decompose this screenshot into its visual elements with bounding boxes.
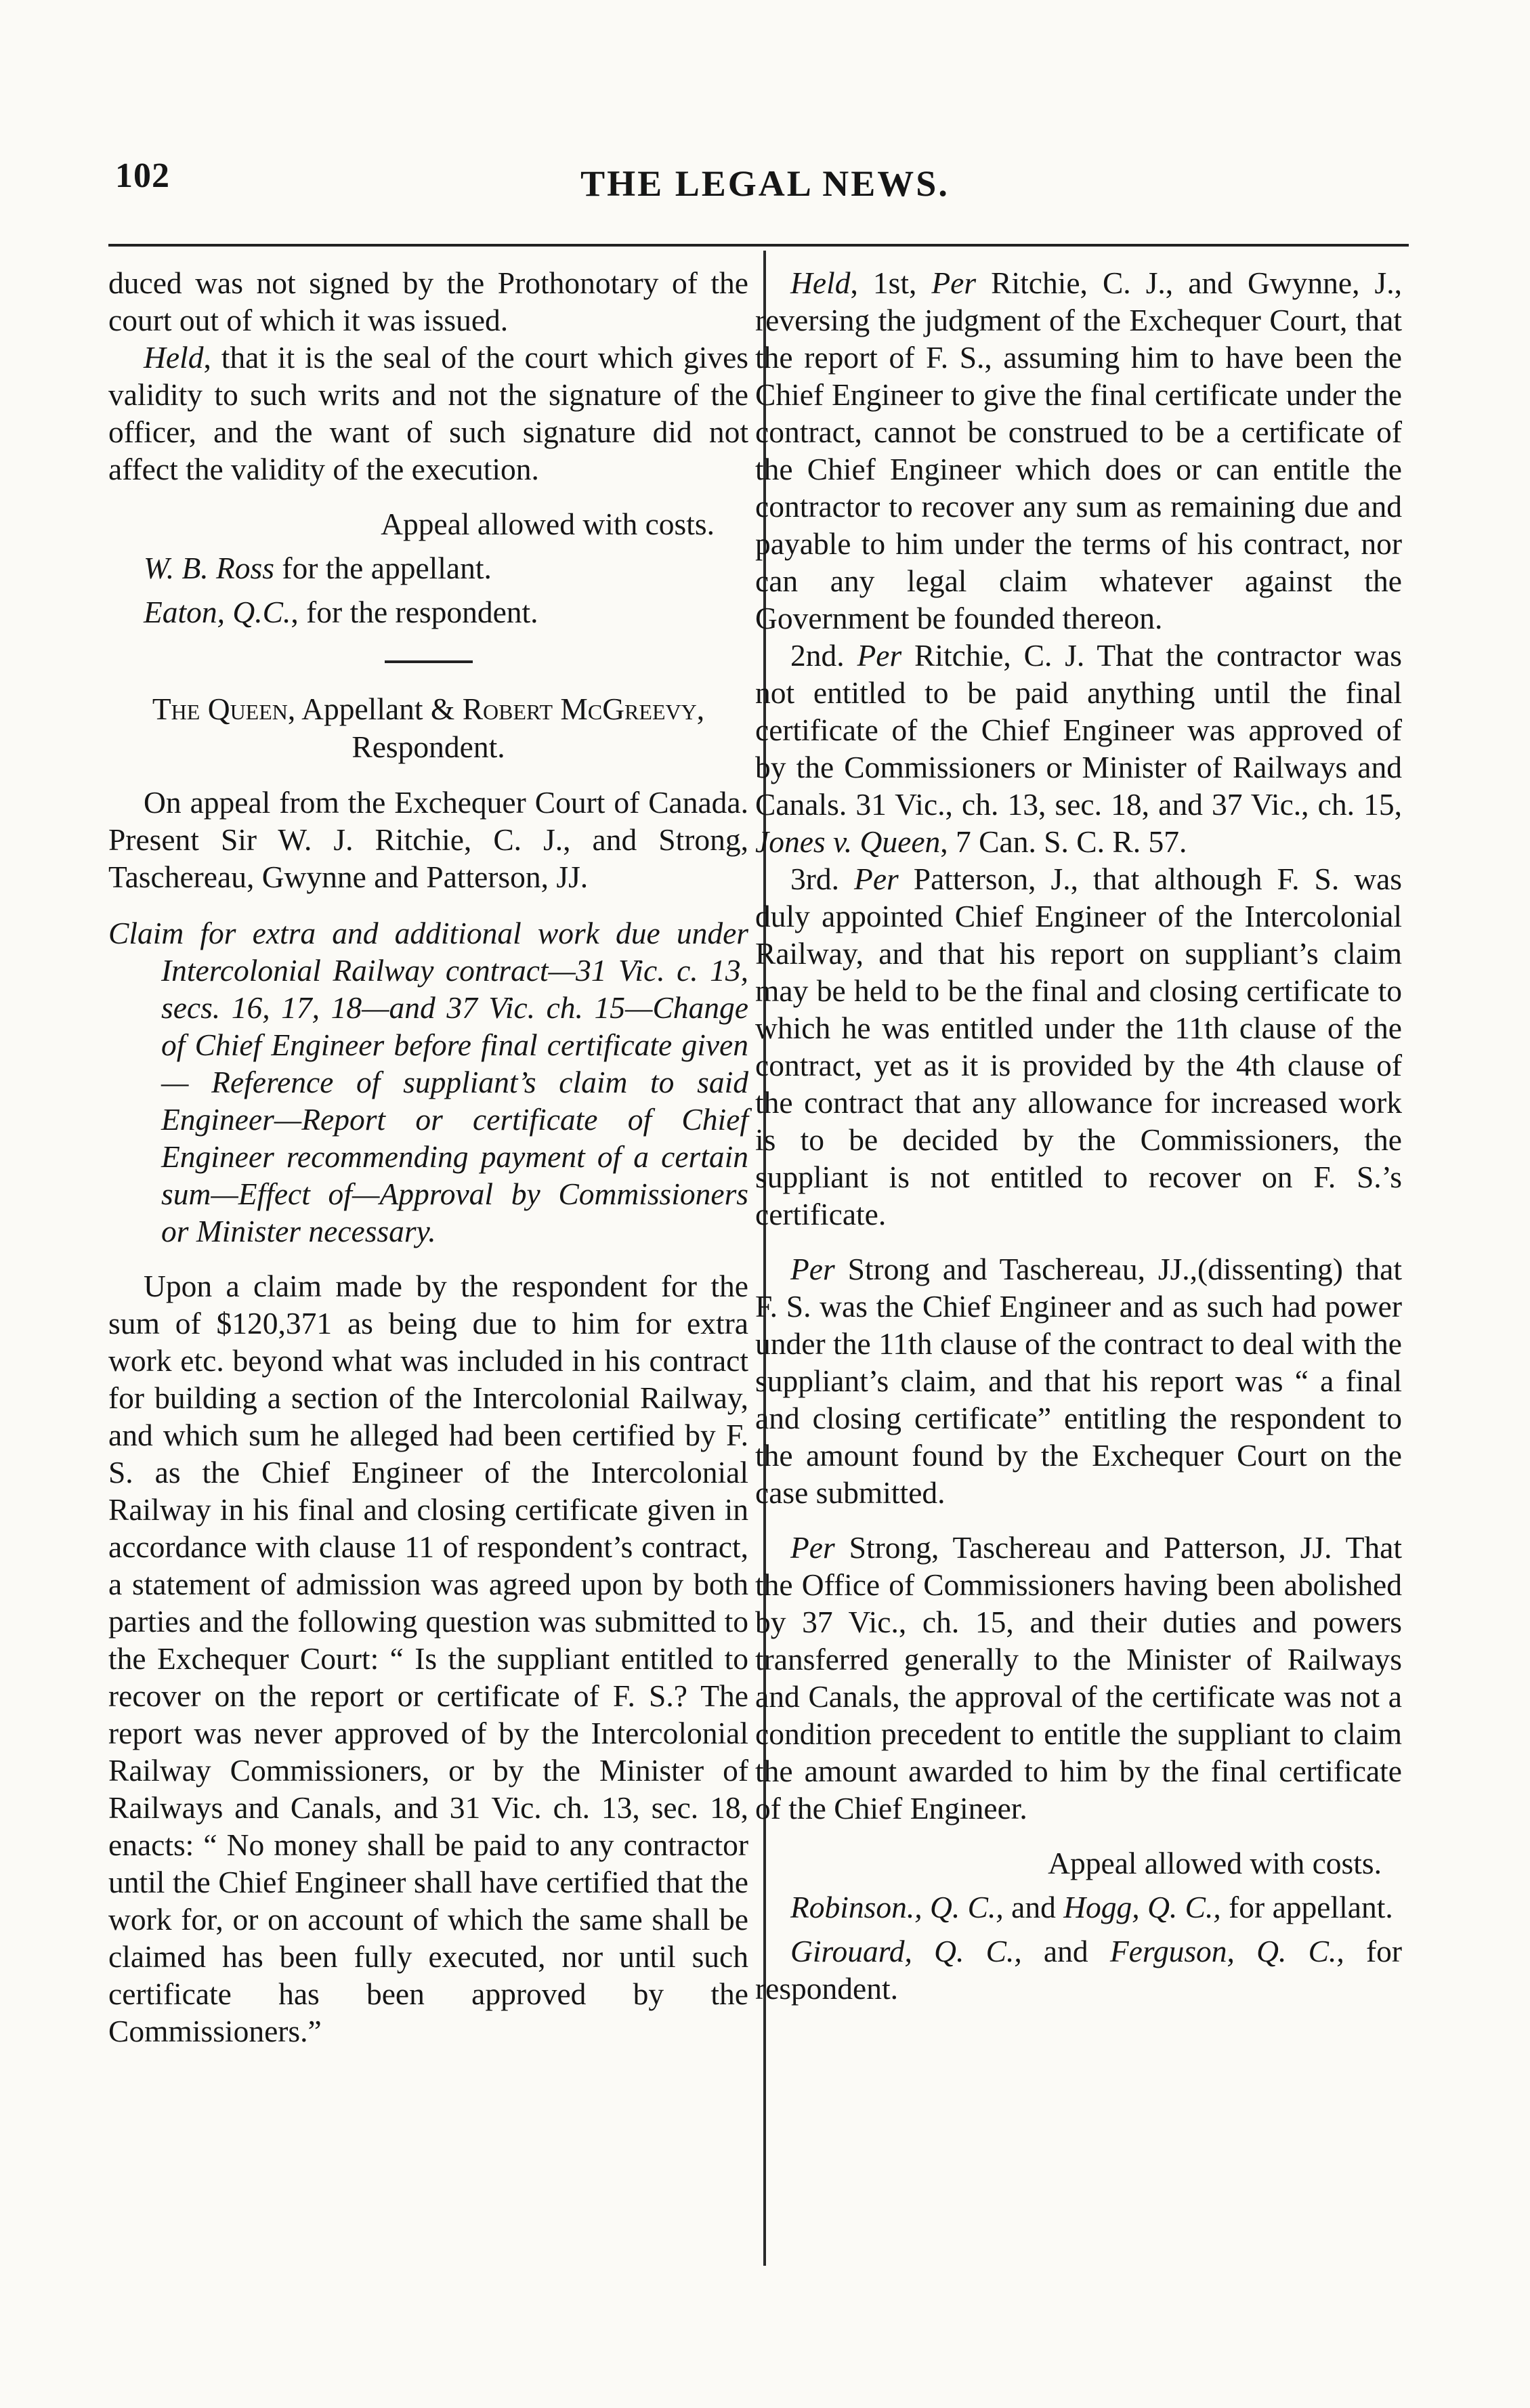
page-number: 102 <box>115 156 170 195</box>
held-ordinal: 3rd. <box>790 862 855 896</box>
held-first-paragraph <box>755 264 1402 637</box>
case-title-end: , Respondent. <box>352 692 705 764</box>
per-label: Per <box>790 1252 835 1286</box>
counsel-appellant-text: for the appellant. <box>274 551 492 585</box>
counsel-name: Robinson., <box>790 1890 922 1924</box>
headnote: Claim for extra and additional work due under Intercolonial Railway contract—31 Vic. c. 13, secs. 16, 17, 18—and 37 Vic. ch. 15—Change of Chief Engineer before final certificate given — Reference of suppliant’s claim to said Engineer—Report or certificate of Chief Engineer recommending payment of a certain sum—Effect of—Approval by Commissioners or Minister necessary. <box>108 916 748 1248</box>
majority-text: Strong, Taschereau and Patterson, JJ. That the Office of Commissioners having been abolished by 37 Vic., ch. 15, and their duties and powers transferred generally to the Minister of Railways and Canals, the approval of the certificate was not a condition precedent to entitle the suppliant to claim the amount awarded to him by the final certificate of the Chief Engineer. <box>755 1530 1402 1825</box>
counsel-respondent-name: Eaton, Q.C. <box>144 595 291 629</box>
counsel-for: for respondent. <box>755 1934 1402 2006</box>
held-second-paragraph <box>755 637 1402 860</box>
majority-paragraph <box>755 1529 1402 1827</box>
case-title <box>108 690 748 766</box>
dissent-text: Strong and Taschereau, JJ.,(dissenting) that F. S. was the Chief Engineer and as such had power under the 11th clause of the contract to deal with the suppliant’s claim, and that his report was “ a final and closing certificate” entitling the respondent to the amount found by the Exchequer Court on the case submitted. <box>755 1252 1402 1510</box>
counsel-name: Hogg, <box>1063 1890 1140 1924</box>
counsel-respondent <box>755 1932 1402 2007</box>
header-rule <box>108 244 1409 247</box>
held-paragraph <box>108 339 748 488</box>
case-citation: Jones v. Queen <box>755 824 941 859</box>
counsel-name: Girouard, <box>790 1934 912 1968</box>
held-text: , that it is the seal of the court which gives validity to such writs and not the signature of the officer, and the want of such signature did not affect the validity of the execution. <box>108 340 748 486</box>
held-second-text: Ritchie, C. J. That the contractor was not entitled to be paid anything until the final certificate of the Chief Engineer was approved of by the Commissioners or Minister of Railways and Canals. 31 Vic., ch. 13, sec. 18, and 37 Vic., ch. 15, <box>755 638 1402 822</box>
counsel-respondent-text: , for the respondent. <box>291 595 538 629</box>
held-ordinal: 2nd. <box>790 638 857 673</box>
left-column <box>108 264 748 2050</box>
disposition: Appeal allowed with costs. <box>1048 1846 1382 1880</box>
citation-reference: , 7 Can. S. C. R. 57. <box>940 824 1187 859</box>
counsel-qc: Q. C., <box>934 1934 1022 1968</box>
held-ordinal: , 1st, <box>850 266 932 300</box>
counsel-and: and <box>1021 1934 1110 1968</box>
section-rule <box>385 660 473 663</box>
counsel-and: and <box>1003 1890 1064 1924</box>
on-appeal-paragraph: On appeal from the Exchequer Court of Canada. Present Sir W. J. Ritchie, C. J., and Strong, Taschereau, Gwynne and Patterson, JJ. <box>108 785 748 894</box>
running-head: THE LEGAL NEWS. <box>580 163 950 204</box>
per-label: Per <box>931 266 977 300</box>
held-label: Held <box>790 266 851 300</box>
case-title-mid: , Appellant & <box>287 692 463 726</box>
counsel-qc: Q. C., <box>930 1890 1004 1924</box>
per-label: Per <box>857 638 902 673</box>
held-third-text: Patterson, J., that although F. S. was duly appointed Chief Engineer of the Intercolonial Railway, and that his report on suppliant’s claim may be held to be the final and closing certificate to which he was entitled under the 11th clause of the contract, yet as it is provided by the 4th clause of the contract that any allowance for increased work is to be decided by the Commissioners, the suppliant is not entitled to recover on F. S.’s certificate. <box>755 862 1402 1231</box>
counsel-appellant <box>755 1888 1402 1926</box>
counsel-qc: Q. C., <box>1147 1890 1221 1924</box>
dissent-paragraph <box>755 1250 1402 1511</box>
continued-paragraph: duced was not signed by the Prothonotary of the court out of which it was issued. <box>108 266 748 337</box>
counsel-appellant-name: W. B. Ross <box>144 551 274 585</box>
case-party-respondent: Robert McGreevy <box>462 692 697 726</box>
per-label: Per <box>790 1530 835 1565</box>
counsel-qc: Q. C., <box>1256 1934 1344 1968</box>
per-label: Per <box>854 862 899 896</box>
right-column <box>755 264 1402 2007</box>
counsel-respondent <box>108 593 748 631</box>
body-paragraph: Upon a claim made by the respondent for the sum of $120,371 as being due to him for extra work etc. beyond what was included in his contract for building a section of the Intercolonial Railway, and which sum he alleged had been certified by F. S. as the Chief Engineer of the Intercolonial Railway in his final and closing certificate given in accordance with clause 11 of respondent’s contract, a statement of admission was agreed upon by both parties and the following question was submitted to the Exchequer Court: “ Is the suppliant entitled to recover on the report or certificate of F. S.? The report was never approved of by the Intercolonial Railway Commissioners, or by the Minister of Railways and Canals, and 31 Vic. ch. 13, sec. 18, enacts: “ No money shall be paid to any contractor until the Chief Engineer shall have certified that the work for, or on account of which the same shall be claimed has been fully executed, nor until such certificate has been approved by the Commissioners.” <box>108 1269 748 2048</box>
counsel-name: Ferguson, <box>1109 1934 1235 1968</box>
held-label: Held <box>144 340 204 375</box>
held-third-paragraph <box>755 860 1402 1233</box>
counsel-appellant <box>108 549 748 587</box>
counsel-for: for appellant. <box>1220 1890 1393 1924</box>
held-first-text: Ritchie, C. J., and Gwynne, J., reversing the judgment of the Exchequer Court, that the report of F. S., assuming him to have been the Chief Engineer to give the final certificate under the contract, cannot be construed to be a certificate of the Chief Engineer which does or can entitle the contractor to recover any sum as remaining due and payable to him under the terms of his contract, nor can any legal claim whatever against the Government be founded thereon. <box>755 266 1402 635</box>
case-party-appellant: The Queen <box>152 692 288 726</box>
disposition: Appeal allowed with costs. <box>381 507 715 541</box>
